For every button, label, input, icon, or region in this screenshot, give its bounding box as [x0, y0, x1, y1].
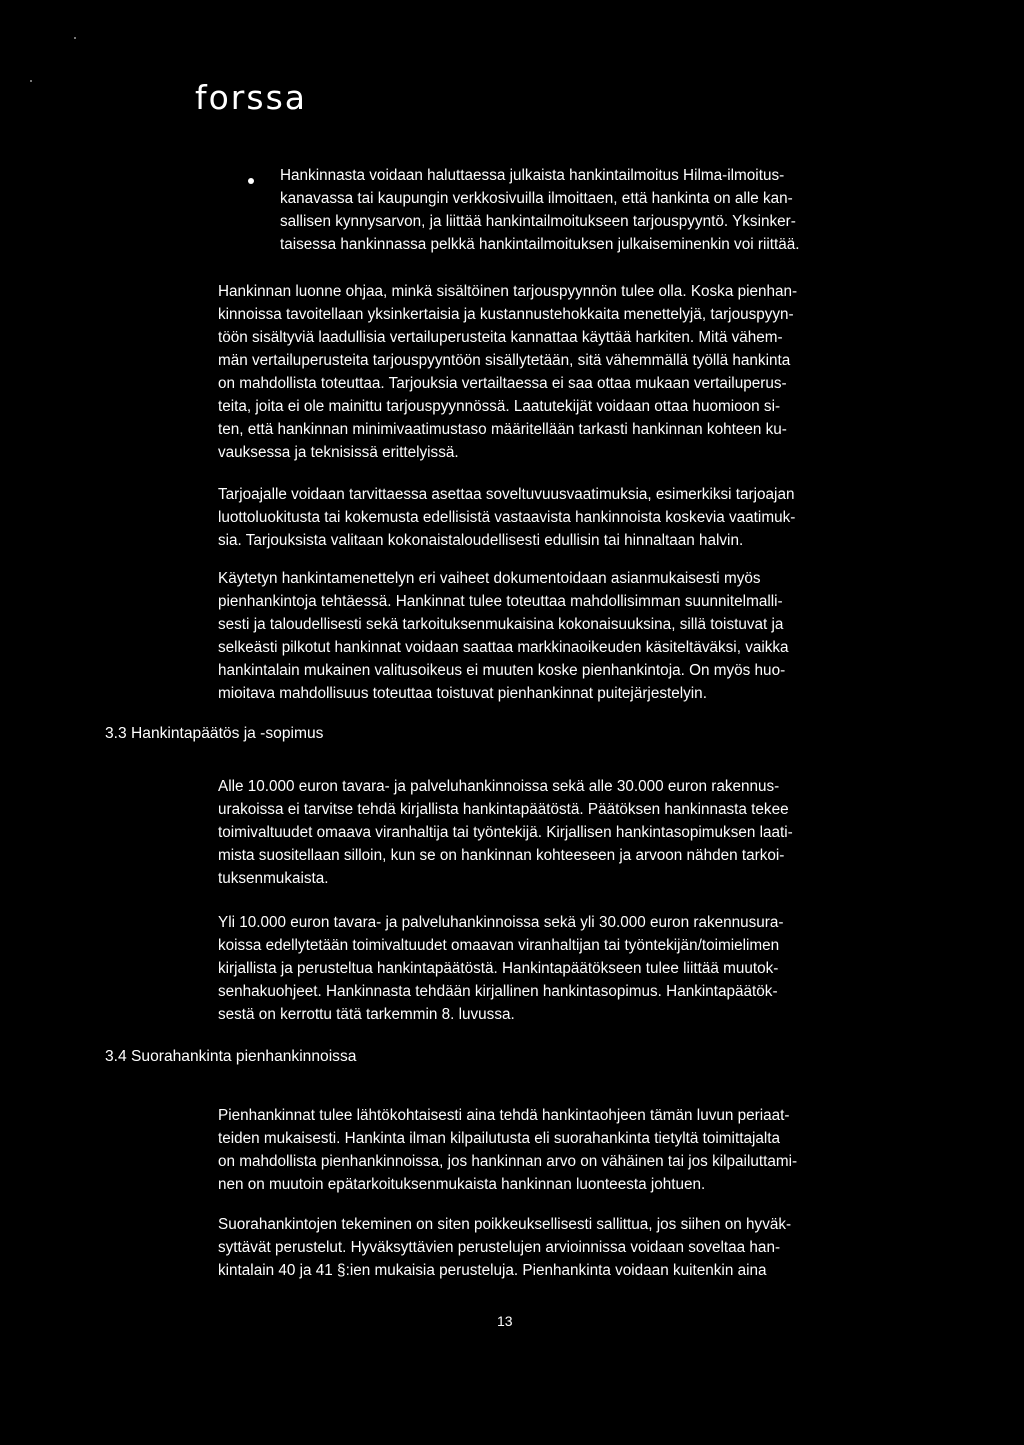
paragraph	[218, 483, 795, 552]
bullet-paragraph	[280, 164, 800, 256]
text-line: vauksessa ja teknisissä erittelyissä.	[218, 444, 459, 461]
section-heading: 3.4 Suorahankinta pienhankinnoissa	[105, 1048, 357, 1065]
forssa-logo: forssa	[195, 78, 307, 117]
text-line: Suorahankintojen tekeminen on siten poikkeuksellisesti sallittua, jos siihen on hyväk-	[218, 1216, 792, 1233]
text-line: on mahdollista toteuttaa. Tarjouksia vertailtaessa ei saa ottaa mukaan vertailuperus-	[218, 375, 787, 392]
paragraph	[218, 1213, 791, 1282]
text-line: Alle 10.000 euron tavara- ja palveluhankinnoissa sekä alle 30.000 euron rakennus-	[218, 778, 780, 795]
paragraph	[218, 1104, 797, 1196]
text-line: pienhankintoja tehtäessä. Hankinnat tulee toteuttaa mahdollisimman suunnitelmalli-	[218, 593, 783, 610]
text-line: kintalain 40 ja 41 §:ien mukaisia perusteluja. Pienhankinta voidaan kuitenkin aina	[218, 1262, 767, 1279]
text-line: Yli 10.000 euron tavara- ja palveluhankinnoissa sekä yli 30.000 euron rakennusura-	[218, 914, 784, 931]
bullet-icon	[248, 178, 254, 184]
text-line: tuksenmukaista.	[218, 870, 329, 887]
text-line: kirjallista ja perusteltua hankintapäätöstä. Hankintapäätökseen tulee liittää muutok-	[218, 960, 779, 977]
text-line: luottoluokitusta tai kokemusta edellisistä vastaavista hankinnoista koskevia vaatimuk-	[218, 509, 796, 526]
text-line: män vertailuperusteita tarjouspyyntöön sisällytetään, sitä vähemmällä työllä hankinta	[218, 352, 791, 369]
text-line: töön sisältyviä laadullisia vertailuperusteita kannattaa käyttää harkiten. Mitä vähem-	[218, 329, 783, 346]
text-line: sestä on kerrottu tätä tarkemmin 8. luvussa.	[218, 1006, 515, 1023]
paragraph	[218, 911, 784, 1026]
text-line: Hankinnasta voidaan haluttaessa julkaista hankintailmoitus Hilma-ilmoitus-	[280, 167, 785, 184]
text-line: Hankinnan luonne ohjaa, minkä sisältöinen tarjouspyynnön tulee olla. Koska pienhan-	[218, 283, 798, 300]
text-line: mista suositellaan silloin, kun se on hankinnan kohteeseen ja arvoon nähden tarkoi-	[218, 847, 785, 864]
paragraph	[218, 775, 793, 890]
text-line: selkeästi pilkotut hankinnat voidaan saattaa markkinaoikeuden käsiteltäväksi, vaikka	[218, 639, 789, 656]
text-line: on mahdollista pienhankinnoissa, jos hankinnan arvo on vähäinen tai jos kilpailuttami-	[218, 1153, 798, 1170]
text-line: teita, joita ei ole mainittu tarjouspyynnössä. Laatutekijät voidaan ottaa huomioon si-	[218, 398, 781, 415]
paragraph	[218, 567, 789, 705]
text-line: syttävät perustelut. Hyväksyttävien perustelujen arvioinnissa voidaan soveltaa han-	[218, 1239, 781, 1256]
text-line: toimivaltuudet omaava viranhaltija tai työntekijä. Kirjallisen hankintasopimuksen laati-	[218, 824, 793, 841]
text-line: teiden mukaisesti. Hankinta ilman kilpailutusta eli suorahankinta tietyltä toimittajalta	[218, 1130, 781, 1147]
text-line: hankintalain mukainen valitusoikeus ei muuten koske pienhankintoja. On myös huo-	[218, 662, 786, 679]
scan-speck	[30, 80, 32, 82]
text-line: senhakuohjeet. Hankinnasta tehdään kirjallinen hankintasopimus. Hankintapäätök-	[218, 983, 778, 1000]
text-line: Tarjoajalle voidaan tarvittaessa asettaa soveltuvuusvaatimuksia, esimerkiksi tarjoajan	[218, 486, 795, 503]
page-number: 13	[497, 1313, 513, 1329]
text-line: Pienhankinnat tulee lähtökohtaisesti aina tehdä hankintaohjeen tämän luvun periaat-	[218, 1107, 790, 1124]
scan-speck	[74, 37, 76, 39]
text-line: sallisen kynnysarvon, ja liittää hankintailmoitukseen tarjouspyyntö. Yksinker-	[280, 213, 796, 230]
text-line: Käytetyn hankintamenettelyn eri vaiheet dokumentoidaan asianmukaisesti myös	[218, 570, 761, 587]
text-line: nen on muutoin epätarkoituksenmukaista hankinnan luonteesta johtuen.	[218, 1176, 706, 1193]
text-line: sesti ja taloudellisesti sekä tarkoituksenmukaisina kokonaisuuksina, sillä toistuvat ja	[218, 616, 784, 633]
text-line: koissa edellytetään toimivaltuudet omaavan viranhaltijan tai työntekijän/toimielimen	[218, 937, 780, 954]
text-line: mioitava mahdollisuus toteuttaa toistuvat pienhankinnat puitejärjestelyin.	[218, 685, 707, 702]
text-line: kinnoissa tavoitellaan yksinkertaisia ja kustannustehokkaita menettelyjä, tarjouspyyn-	[218, 306, 794, 323]
text-line: urakoissa ei tarvitse tehdä kirjallista hankintapäätöstä. Päätöksen hankinnasta tekee	[218, 801, 789, 818]
text-line: ten, että hankinnan minimivaatimustaso määritellään tarkasti hankinnan kohteen ku-	[218, 421, 787, 438]
text-line: taisessa hankinnassa pelkkä hankintailmoituksen julkaiseminenkin voi riittää.	[280, 236, 800, 253]
paragraph	[218, 280, 797, 464]
section-heading: 3.3 Hankintapäätös ja -sopimus	[105, 725, 324, 742]
text-line: kanavassa tai kaupungin verkkosivuilla ilmoittaen, että hankinta on alle kan-	[280, 190, 793, 207]
text-line: sia. Tarjouksista valitaan kokonaistaloudellisesti edullisin tai hinnaltaan halvin.	[218, 532, 744, 549]
